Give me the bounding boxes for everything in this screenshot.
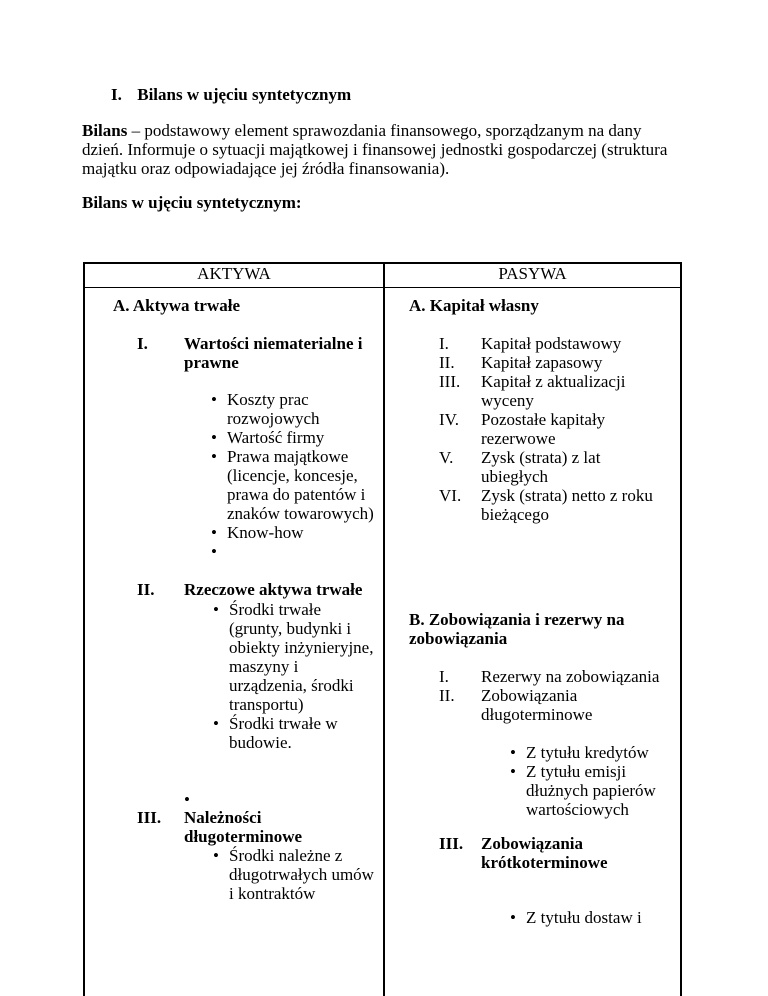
pasywa-header: PASYWA <box>498 264 567 283</box>
pasywa-b-title: B. Zobowiązania i rezerwy na zobowiązania <box>409 610 625 648</box>
list-item <box>211 542 377 561</box>
roman-numeral: II. <box>439 686 455 705</box>
list-item: • Środki trwałe (grunty, budynki i obiekty inżynieryjne, maszyny i urządzenia, środki transportu) <box>213 600 374 714</box>
bullet-icon: • <box>213 846 219 865</box>
list-item: Kapitał zapasowy <box>481 353 603 372</box>
subheading: Bilans w ujęciu syntetycznym: <box>82 193 302 212</box>
section-heading <box>111 85 351 104</box>
roman-numeral: VI. <box>439 486 462 505</box>
list-item: • Z tytułu emisji dłużnych papierów wartościowych <box>510 762 656 819</box>
bullet-icon: • <box>211 523 217 542</box>
list-item: • Z tytułu dostaw i <box>510 908 642 927</box>
aktywa-s2-list <box>213 600 377 752</box>
list-item: • Wartość firmy <box>211 428 325 447</box>
aktywa-header: AKTYWA <box>197 264 271 283</box>
aktywa-a-title: A. Aktywa trwałe <box>113 296 241 315</box>
list-item: Kapitał podstawowy <box>481 334 622 353</box>
intro-definition: – podstawowy element sprawozdania finansowego, sporządzanym na dany dzień. Informuje o sytuacji majątkowej i finansowej jednostki gospodarczej (struktura majątku oraz odpowiadające jej źródła finansowania). <box>82 121 668 178</box>
roman-numeral: III. <box>439 372 461 391</box>
roman-numeral: I. <box>439 667 449 686</box>
section-number: I. <box>111 85 122 104</box>
pasywa-b-list <box>481 667 677 724</box>
roman-numeral: V. <box>439 448 454 467</box>
bullet-icon: • <box>510 762 516 781</box>
pasywa-b-bullets <box>510 743 676 819</box>
bullet-icon: • <box>211 447 217 466</box>
intro-term: Bilans <box>82 121 128 140</box>
list-item: Pozostałe kapitały rezerwowe <box>481 410 606 448</box>
intro-paragraph <box>82 121 682 178</box>
bullet-icon: • <box>213 600 219 619</box>
list-item: Zobowiązania długoterminowe <box>481 686 593 724</box>
table-header-divider <box>83 287 682 288</box>
list-item: • Know-how <box>211 523 304 542</box>
list-item: • Środki należne z długotrwałych umów i kontraktów <box>213 846 374 903</box>
aktywa-s3-list <box>213 846 377 903</box>
table-column-divider <box>383 262 385 996</box>
bullet-icon: • <box>211 542 217 561</box>
pasywa-a-title: A. Kapitał własny <box>409 296 539 315</box>
bullet-icon: • <box>211 390 217 409</box>
aktywa-s3-title: Należności długoterminowe <box>184 808 303 846</box>
bullet-icon: • <box>211 428 217 447</box>
roman-numeral: I. <box>439 334 449 353</box>
section-title: Bilans w ujęciu syntetycznym <box>137 85 352 104</box>
aktywa-s1-number: I. <box>137 334 148 353</box>
list-item: • Koszty prac rozwojowych <box>211 390 320 428</box>
bullet-icon: • <box>510 908 516 927</box>
pasywa-b3-bullets <box>510 908 676 927</box>
list-item: • Prawa majątkowe (licencje, koncesje, prawa do patentów i znaków towarowych) <box>211 447 374 523</box>
bullet-icon: • <box>510 743 516 762</box>
list-item: Zysk (strata) z lat ubiegłych <box>481 448 601 486</box>
empty-bullet-icon: • <box>184 790 190 809</box>
pasywa-b3-title: Zobowiązania krótkoterminowe <box>481 834 608 872</box>
list-item: • Środki trwałe w budowie. <box>213 714 338 752</box>
list-item: Kapitał z aktualizacji wyceny <box>481 372 626 410</box>
aktywa-s1-list <box>211 390 377 561</box>
aktywa-s2-number: II. <box>137 580 155 599</box>
roman-numeral: II. <box>439 353 455 372</box>
list-item: • Z tytułu kredytów <box>510 743 649 762</box>
bullet-icon: • <box>213 714 219 733</box>
pasywa-a-list <box>481 334 677 524</box>
list-item: Zysk (strata) netto z roku bieżącego <box>481 486 653 524</box>
aktywa-s2-title: Rzeczowe aktywa trwałe <box>184 580 363 599</box>
pasywa-b3-number: III. <box>439 834 464 853</box>
aktywa-s3-number: III. <box>137 808 162 827</box>
list-item: Rezerwy na zobowiązania <box>481 667 660 686</box>
roman-numeral: IV. <box>439 410 459 429</box>
aktywa-s1-title: Wartości niematerialne i prawne <box>184 334 363 372</box>
